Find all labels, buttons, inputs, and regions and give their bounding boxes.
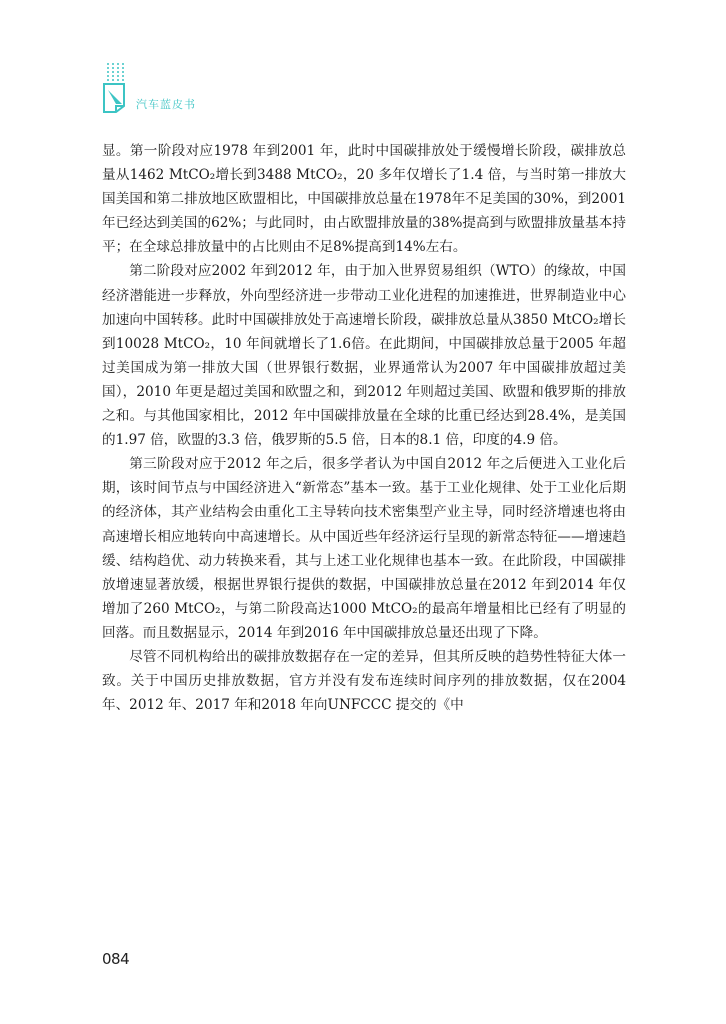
running-header bbox=[102, 62, 302, 122]
dot-grid-icon bbox=[106, 62, 128, 82]
paragraph-1: 显。第一阶段对应1978 年到2001 年，此时中国碳排放处于缓慢增长阶段，碳排放总量从1462 MtCO₂增长到3488 MtCO₂，20 多年仅增长了1.4 倍，与当时第一排放大国美国和第二排放地区欧盟相比，中国碳排放总量在1978年不足美国的30%，到2001 年已经达到美国的62%；与此同时，由占欧盟排放量的38%提高到与欧盟排放量基本持平；在全球总排放量中的占比则由不足8%提高到14%左右。 bbox=[102, 143, 626, 256]
paragraph-4: 尽管不同机构给出的碳排放数据存在一定的差异，但其所反映的趋势性特征大体一致。关于中国历史排放数据，官方并没有发布连续时间序列的排放数据，仅在2004 年、2012 年、2017 年和2018 年向UNFCCC 提交的《中 bbox=[102, 648, 626, 714]
series-title: 汽车蓝皮书 bbox=[136, 98, 196, 111]
book-logo-icon bbox=[102, 82, 132, 114]
paragraph-2: 第二阶段对应2002 年到2012 年，由于加入世界贸易组织（WTO）的缘故，中国经济潜能进一步释放，外向型经济进一步带动工业化进程的加速推进，世界制造业中心加速向中国转移。此时中国碳排放处于高速增长阶段，碳排放总量从3850 MtCO₂增长到10028 MtCO₂，10 年间就增长了1.6倍。在此期间，中国碳排放总量于2005 年超过美国成为第一排放大国（世界银行数据，业界通常认为2007 年中国碳排放超过美国），2010 年更是超过美国和欧盟之和，到2012 年则超过美国、欧盟和俄罗斯的排放之和。与其他国家相比，2012 年中国碳排放量在全球的比重已经达到28.4%，是美国的1.97 倍，欧盟的3.3 倍，俄罗斯的5.5 倍，日本的8.1 倍，印度的4.9 倍。 bbox=[102, 263, 626, 449]
paragraph-3: 第三阶段对应于2012 年之后，很多学者认为中国自2012 年之后便进入工业化后期，该时间节点与中国经济进入“新常态”基本一致。基于工业化规律、处于工业化后期的经济体，其产业结构会由重化工主导转向技术密集型产业主导，同时经济增速也将由高速增长相应地转向中高速增长。从中国近些年经济运行呈现的新常态特征——增速趋缓、结构趋优、动力转换来看，其与上述工业化规律也基本一致。在此阶段，中国碳排放增速显著放缓，根据世界银行提供的数据，中国碳排放总量在2012 年到2014 年仅增加了260 MtCO₂，与第二阶段高达1000 MtCO₂的最高年增量相比已经有了明显的回落。而且数据显示，2014 年到2016 年中国碳排放总量还出现了下降。 bbox=[102, 456, 626, 641]
body-text bbox=[102, 139, 626, 717]
page-number: 084 bbox=[102, 950, 130, 968]
